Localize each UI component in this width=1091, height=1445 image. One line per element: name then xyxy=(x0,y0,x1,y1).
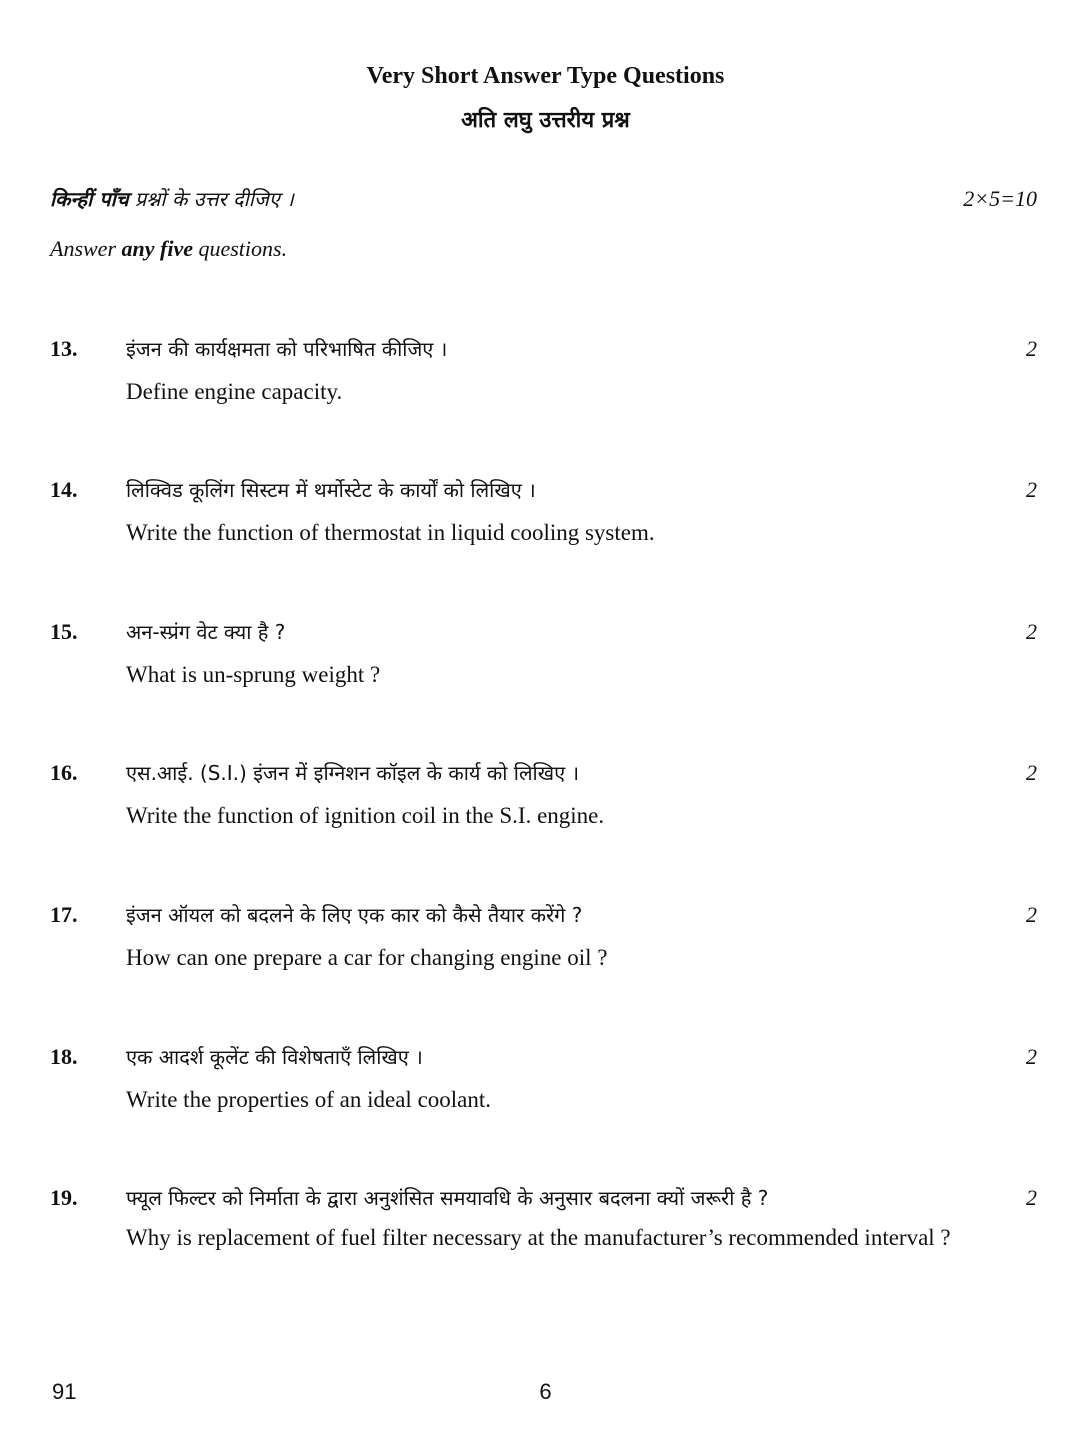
question-14 xyxy=(50,474,1037,554)
question-text-english: How can one prepare a car for changing engine oil ? xyxy=(126,945,608,970)
instruction-hindi-emphasis: किन्हीं पाँच xyxy=(50,187,129,211)
question-text-english: Write the function of thermostat in liquid cooling system. xyxy=(126,520,655,545)
question-number: 15. xyxy=(50,619,78,644)
question-text-english: Why is replacement of fuel filter necessary at the manufacturer’s recommended interval ? xyxy=(126,1225,951,1250)
question-text-hindi: अन-स्प्रंग वेट क्या है ? xyxy=(126,620,286,644)
question-marks: 2 xyxy=(1026,336,1037,361)
question-text-english: Write the properties of an ideal coolant. xyxy=(126,1087,492,1112)
instruction-english-prefix: Answer xyxy=(50,236,122,261)
question-number: 18. xyxy=(50,1044,78,1069)
instruction-row xyxy=(50,183,1037,215)
question-18 xyxy=(50,1041,1037,1121)
question-marks: 2 xyxy=(1026,902,1037,927)
question-text-english: Write the function of ignition coil in the S.I. engine. xyxy=(126,803,605,828)
question-text-hindi: इंजन की कार्यक्षमता को परिभाषित कीजिए । xyxy=(126,337,448,361)
question-marks: 2 xyxy=(1026,760,1037,785)
question-marks: 2 xyxy=(1026,1044,1037,1069)
question-marks: 2 xyxy=(1026,619,1037,644)
question-15 xyxy=(50,616,1037,696)
section-marks: 2×5=10 xyxy=(963,186,1037,211)
question-number: 16. xyxy=(50,760,78,785)
question-text-hindi: फ्यूल फिल्टर को निर्माता के द्वारा अनुशंसित समयावधि के अनुसार बदलना क्यों जरूरी है ? xyxy=(126,1186,769,1210)
question-13 xyxy=(50,333,1037,413)
paper-code: 91 xyxy=(52,1379,77,1404)
page-number: 6 xyxy=(539,1379,552,1404)
question-number: 14. xyxy=(50,477,78,502)
question-text-english: Define engine capacity. xyxy=(126,379,343,404)
question-text-hindi: इंजन ऑयल को बदलने के लिए एक कार को कैसे तैयार करेंगे ? xyxy=(126,903,583,927)
section-header xyxy=(0,60,1091,138)
question-text-english: What is un-sprung weight ? xyxy=(126,662,381,687)
question-text-hindi: एस.आई. (S.I.) इंजन में इग्निशन कॉइल के कार्य को लिखिए । xyxy=(126,761,580,785)
question-text-hindi: एक आदर्श कूलेंट की विशेषताएँ लिखिए । xyxy=(126,1045,423,1069)
instruction-english-emphasis: any five xyxy=(121,236,193,261)
instruction-hindi xyxy=(50,183,294,215)
question-marks: 2 xyxy=(1026,1185,1037,1210)
question-19 xyxy=(50,1182,1037,1294)
question-number: 19. xyxy=(50,1185,78,1210)
section-title-hindi: अति लघु उत्तरीय प्रश्न xyxy=(461,108,630,133)
instruction-hindi-text: प्रश्नों के उत्तर दीजिए । xyxy=(128,187,294,211)
instruction-english-suffix: questions. xyxy=(192,236,288,261)
question-marks: 2 xyxy=(1026,477,1037,502)
section-title-english: Very Short Answer Type Questions xyxy=(366,63,725,89)
question-text-hindi: लिक्विड कूलिंग सिस्टम में थर्मोस्टेट के कार्यों को लिखिए । xyxy=(126,478,536,502)
question-number: 13. xyxy=(50,336,78,361)
question-17 xyxy=(50,899,1037,979)
page-footer xyxy=(0,1377,1091,1407)
question-number: 17. xyxy=(50,902,78,927)
question-16 xyxy=(50,757,1037,837)
instruction-english xyxy=(50,233,287,265)
